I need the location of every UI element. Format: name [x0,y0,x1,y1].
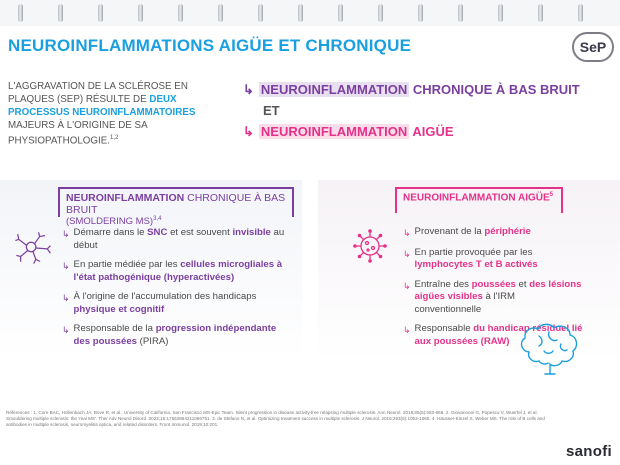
sanofi-logo: sanofi [566,443,612,460]
virus-icon [350,226,390,266]
list-item: ↳ Responsable de la progression indépendante des poussées (PIRA) [62,323,277,347]
list-item: ↳ Provenant de la périphérie [403,226,531,238]
binder-ring [338,4,343,22]
binder-ring [218,4,223,22]
arrow-bullet-icon: ↳ [62,325,70,335]
key-acute: ↳ NEUROINFLAMMATION AIGÜE [243,124,454,139]
brain-icon [515,318,585,382]
intro-highlight: DEUX PROCESSUS NEUROINFLAMMATOIRES [8,94,196,118]
sep-logo: SeP [572,32,614,62]
key-conjunction: ET [263,103,280,118]
list-item: ↳ Démarre dans le SNC et est souvent invisible au début [62,227,285,251]
binder-ring [458,4,463,22]
arrow-bullet-icon: ↳ [62,261,70,271]
references: Références : 1. Core BAC, Hollenbach JA, Bove R, et al.; University of California, San Francisco MS-Epic Team. Silent progression in disease activity-free relapsing multiple sclerosis. Ann Neurol. 2019;85(5):653-666. 2. Giovannoni G, Popescu V, Wuerfel J, et al. Smouldering multiple sclerosis: the 'real MS'. Ther Adv Neurol Disord. 2022;15:17562864211066751. 3. de Stefano N, et al. Optimizing treatment success in multiple sclerosis. J Neurol. 2016;263(6):1053-1065. 4. Häusser-Kinzel S, Weber MS. The role of B cells and antibodies in multiple sclerosis, neuromyelitis optica, and related disorders. Front Immunol. 2019;10:201. [6,410,545,427]
arrow-bullet-icon: ↳ [403,248,411,259]
binder-ring [538,4,543,22]
arrow-bullet-icon: ↳ [403,228,411,238]
binder-ring [378,4,383,22]
binder-ring [418,4,423,22]
binder-ring [298,4,303,22]
binder-ring [98,4,103,22]
binder-ring [18,4,23,22]
key-chronic: ↳ NEUROINFLAMMATION CHRONIQUE À BAS BRUIT [243,82,580,97]
binder-ring [498,4,503,22]
list-item: ↳ En partie médiée par les cellules microgliales à l'état pathogénique (hyperactivées) [62,259,283,283]
arrow-bullet-icon: ↳ [243,124,254,139]
chronic-list [62,227,292,355]
list-item: ↳ À l'origine de l'accumulation des handicaps physique et cognitif [62,291,257,315]
binder-ring [58,4,63,22]
arrow-bullet-icon: ↳ [62,229,70,239]
acute-heading: NEUROINFLAMMATION AIGÜE$^5$ [395,187,563,213]
page-title: NEUROINFLAMMATIONS AIGÜE ET CHRONIQUE [8,36,412,55]
arrow-bullet-icon: ↳ [403,325,411,335]
binder-ring [138,4,143,22]
binder-ring [578,4,583,22]
arrow-bullet-icon: ↳ [243,82,254,97]
list-item: ↳ Entraîne des poussées et des lésions aigües visibles à l'IRM conventionnelle [403,278,582,315]
neuron-icon [14,228,52,266]
binder-strip [0,0,620,26]
arrow-bullet-icon: ↳ [403,280,411,291]
binder-ring [258,4,263,22]
binder-ring [178,4,183,22]
key-processes [243,80,580,141]
intro-text: L'AGGRAVATION DE LA SCLÉROSE EN PLAQUES (SEP) RÉSULTE DE DEUX PROCESSUS NEUROINFLAMMATOIRES MAJEURS À L'ORIGINE DE SA PHYSIOPATHOLOGIE.$^{1,2}$ [8,81,196,147]
chronic-heading: NEUROINFLAMMATION CHRONIQUE À BAS BRUIT (SMOLDERING MS)$^{3,4}$ [58,187,294,217]
arrow-bullet-icon: ↳ [62,293,70,303]
intro-sup: 1,2 [109,135,119,141]
list-item: ↳ Responsable du handicap résiduel lié aux poussées (RAW) [403,323,583,347]
list-item: ↳ En partie provoquée par les lymphocytes T et B activés [403,246,538,270]
